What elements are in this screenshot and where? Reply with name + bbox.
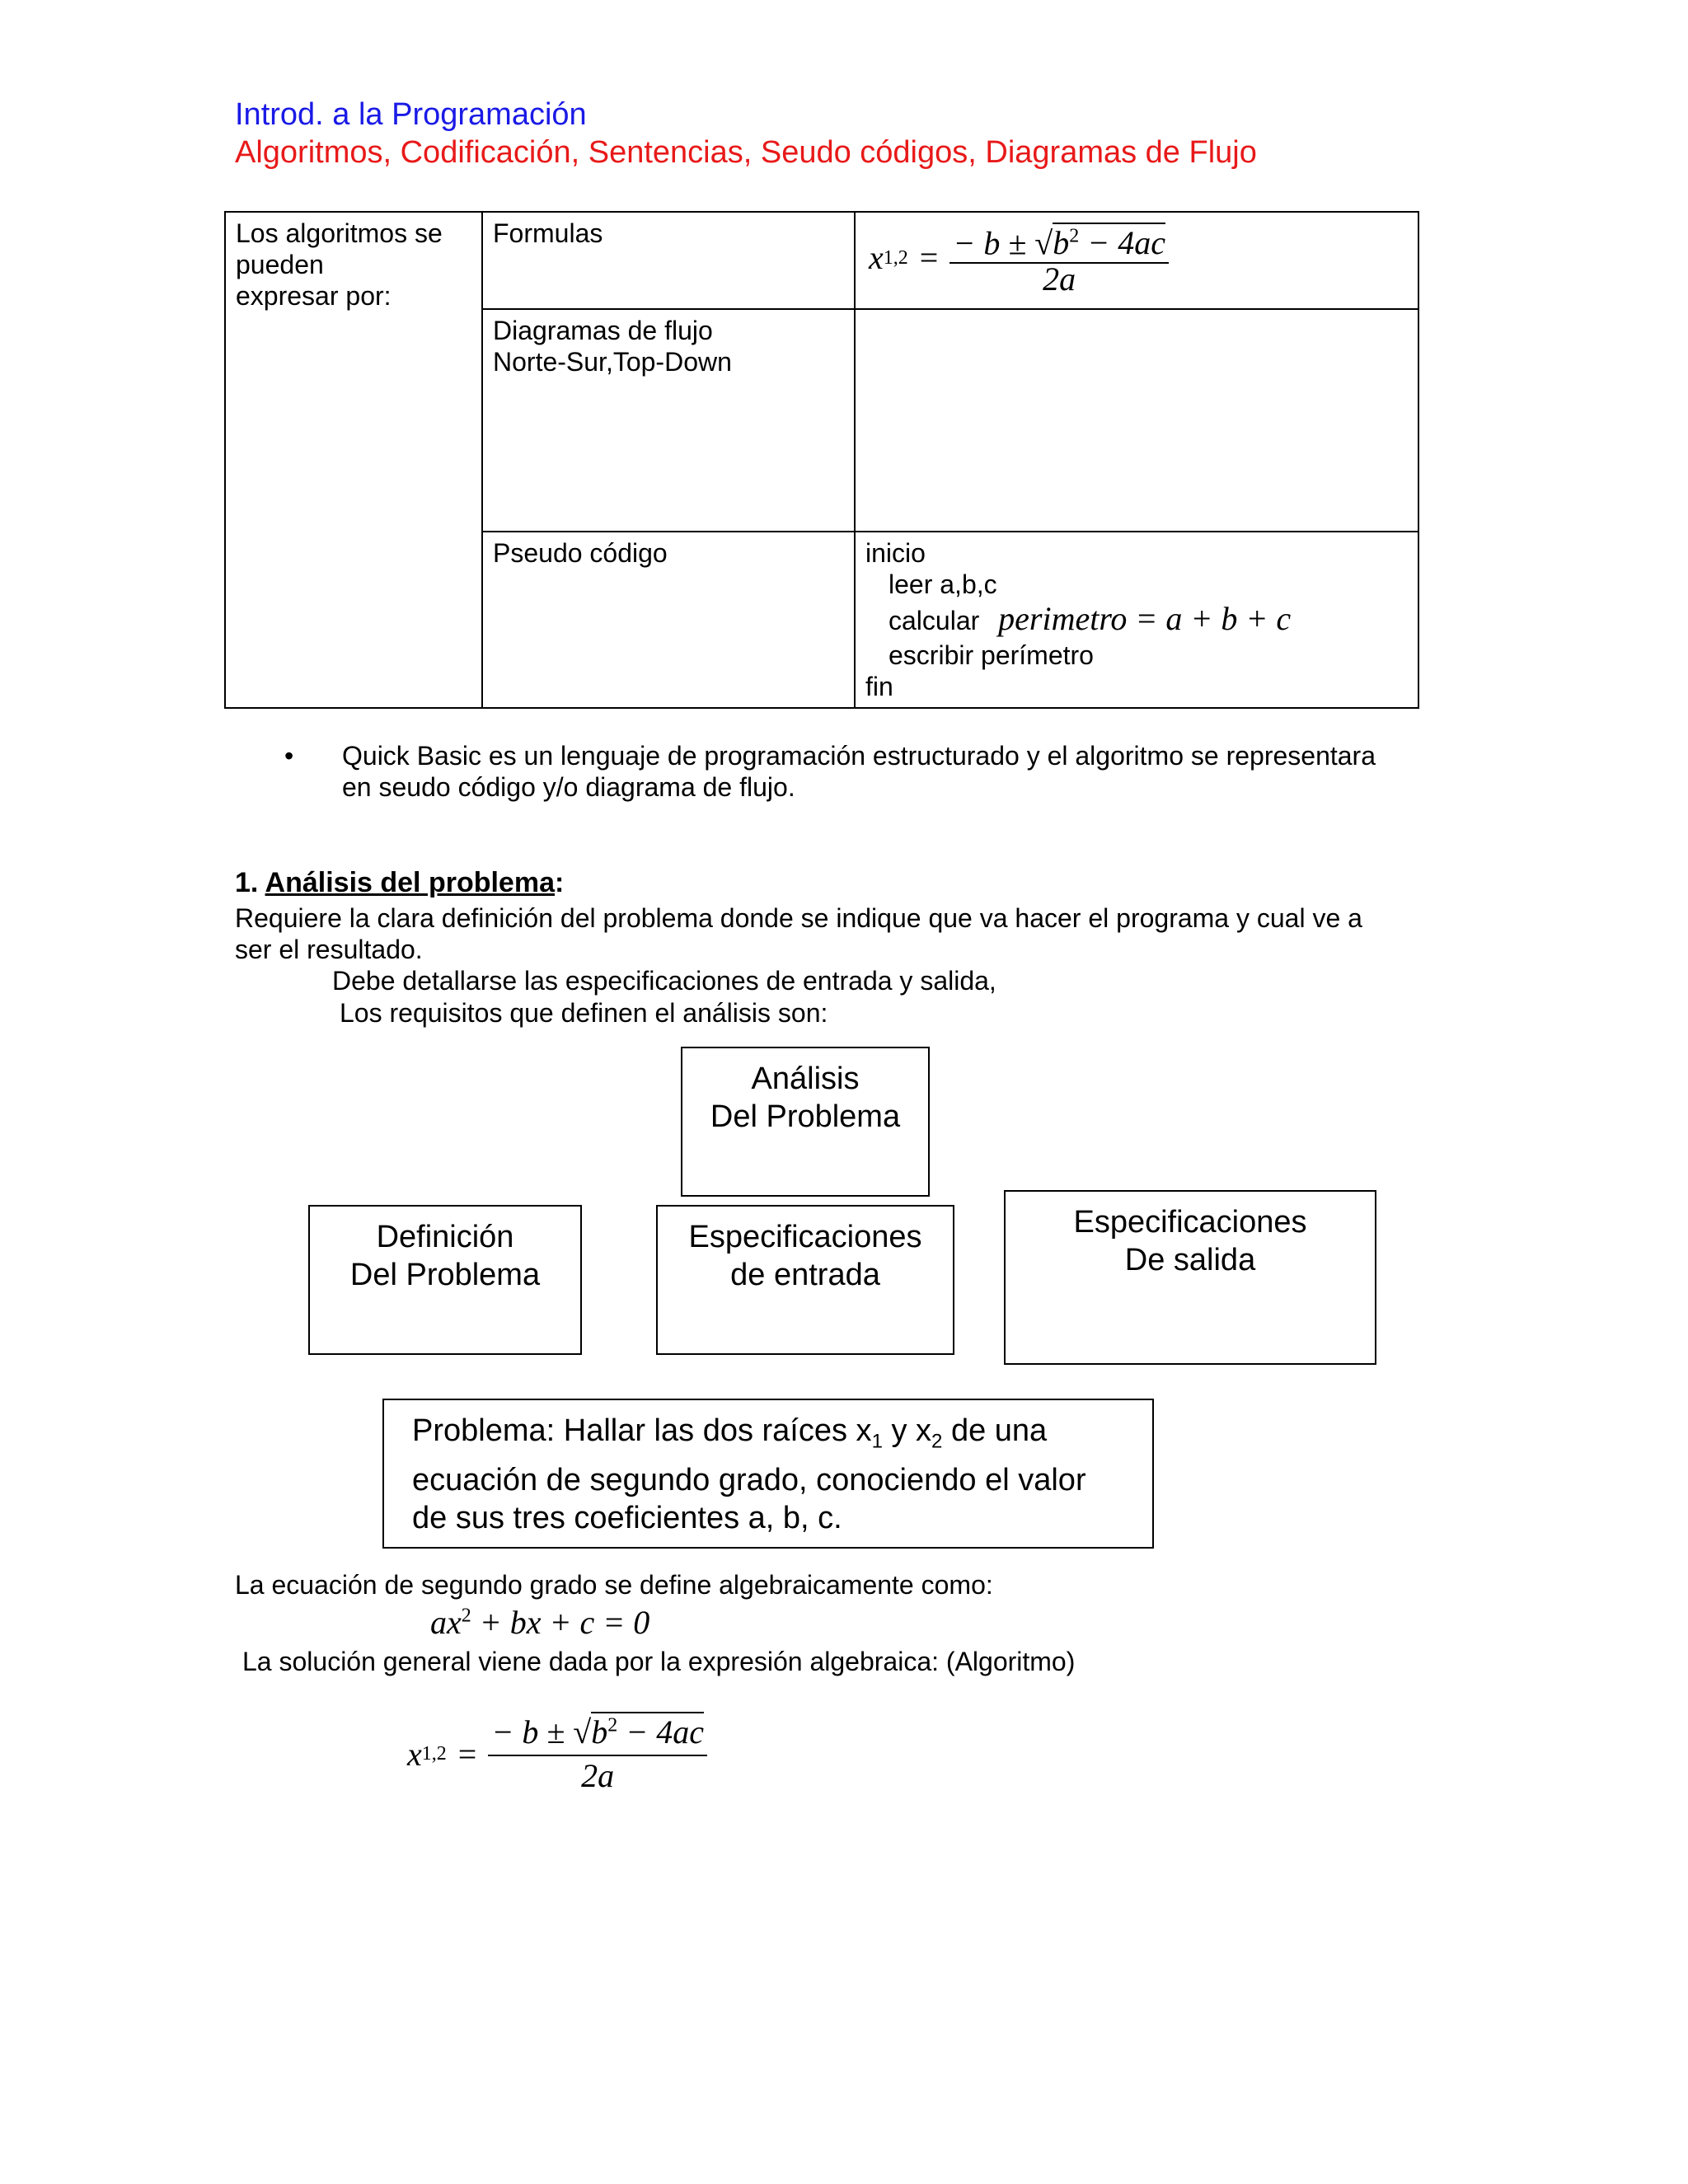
pseudocode-line: escribir perímetro (889, 640, 1094, 670)
section-title: Análisis del problema (265, 867, 555, 898)
eq-term: ax (430, 1604, 462, 1641)
numerator-pre: − b ± (953, 224, 1035, 262)
equation-intro: La ecuación de segundo grado se define algebraicamente como: (235, 1570, 993, 1600)
box-line: Análisis (751, 1062, 860, 1096)
problem-text: de una (942, 1413, 1048, 1448)
row-label-pseudocode (482, 532, 855, 708)
section-heading (235, 867, 564, 899)
pseudocode-end: fin (865, 672, 893, 701)
left-label-cell (225, 212, 482, 708)
radicand-exp: 2 (607, 1714, 618, 1736)
formula-eq: = (457, 1735, 477, 1773)
problem-box (382, 1399, 1154, 1549)
pseudocode-calc-label: calcular (889, 606, 980, 635)
formula-lhs-sub: 1,2 (883, 247, 908, 269)
paragraph-line: Los requisitos que definen el análisis son: (340, 998, 828, 1028)
pseudocode-cell (855, 532, 1418, 708)
left-label-line: expresar por: (236, 281, 392, 311)
page-subtitle: Algoritmos, Codificación, Sentencias, Seudo códigos, Diagramas de Flujo (235, 135, 1257, 170)
bullet-icon: • (284, 741, 294, 771)
pseudocode-line: leer a,b,c (889, 569, 997, 599)
radicand-exp: 2 (1069, 226, 1080, 247)
problem-sub: 2 (931, 1430, 943, 1453)
perimeter-formula: perimetro = a + b + c (998, 600, 1292, 637)
quadratic-formula (869, 221, 1418, 298)
flowchart-cell (855, 309, 1418, 532)
denominator: 2a (581, 1757, 615, 1794)
formula-lhs: x (869, 239, 884, 277)
input-spec-box (656, 1205, 954, 1355)
formula-lhs: x (407, 1735, 422, 1773)
problem-line: de sus tres coeficientes a, b, c. (412, 1500, 842, 1535)
section-colon: : (555, 867, 565, 898)
box-line: Definición (376, 1220, 514, 1254)
radicand: b (1053, 224, 1070, 262)
formula-fraction (488, 1713, 707, 1795)
paragraph-line: Debe detallarse las especificaciones de entrada y salida, (332, 966, 996, 996)
radicand-post: − 4ac (617, 1713, 704, 1750)
box-line: Especificaciones (688, 1220, 922, 1254)
row-label-text: Pseudo código (493, 538, 668, 568)
eq-rest: + bx + c = 0 (471, 1604, 650, 1641)
problem-line (412, 1412, 1124, 1461)
formula-eq: = (919, 239, 939, 277)
pseudocode-start: inicio (865, 538, 926, 568)
analysis-box (681, 1047, 930, 1197)
formula-cell (855, 212, 1418, 309)
problem-line: ecuación de segundo grado, conociendo el valor (412, 1462, 1086, 1497)
output-spec-box (1004, 1190, 1376, 1365)
sqrt-icon: √ (1034, 224, 1053, 262)
algorithms-table (224, 211, 1419, 709)
definition-box (308, 1205, 582, 1355)
left-label-line: pueden (236, 250, 324, 279)
sqrt-icon: √ (573, 1713, 592, 1750)
formula-fraction (950, 221, 1169, 298)
numerator-pre: − b ± (491, 1713, 574, 1750)
problem-text: Problema: Hallar las dos raíces x (412, 1413, 872, 1448)
general-solution-formula (407, 1713, 707, 1795)
problem-sub: 1 (871, 1430, 883, 1453)
box-line: de entrada (730, 1258, 880, 1292)
row-label-text: Formulas (493, 218, 603, 248)
solution-intro: La solución general viene dada por la expresión algebraica: (Algoritmo) (242, 1647, 1076, 1676)
row-label-formulas (482, 212, 855, 309)
denominator: 2a (1043, 260, 1076, 298)
paragraph-line: ser el resultado. (235, 935, 423, 964)
formula-lhs-sub: 1,2 (421, 1742, 447, 1765)
bullet-line: en seudo código y/o diagrama de flujo. (342, 772, 795, 802)
section-paragraph (235, 902, 1362, 965)
page-title: Introd. a la Programación (235, 97, 587, 132)
box-line: De salida (1124, 1243, 1256, 1277)
bullet-line: Quick Basic es un lenguaje de programación estructurado y el algoritmo se representara (342, 741, 1376, 771)
row-label-flowcharts (482, 309, 855, 532)
section-number: 1. (235, 867, 259, 898)
problem-text: y x (882, 1413, 932, 1448)
left-label-line: Los algoritmos se (236, 218, 443, 248)
radicand-post: − 4ac (1079, 224, 1165, 262)
quadratic-equation (430, 1603, 649, 1642)
box-line: Del Problema (710, 1099, 901, 1134)
radicand: b (591, 1713, 608, 1750)
box-line: Especificaciones (1073, 1205, 1307, 1240)
pseudocode-line (865, 600, 1408, 640)
box-line: Del Problema (349, 1258, 541, 1292)
row-label-text: Norte-Sur,Top-Down (493, 347, 732, 377)
paragraph-line: Requiere la clara definición del problema donde se indique que va hacer el programa y cual ve a (235, 903, 1362, 933)
eq-exp: 2 (461, 1605, 471, 1627)
row-label-text: Diagramas de flujo (493, 316, 713, 345)
